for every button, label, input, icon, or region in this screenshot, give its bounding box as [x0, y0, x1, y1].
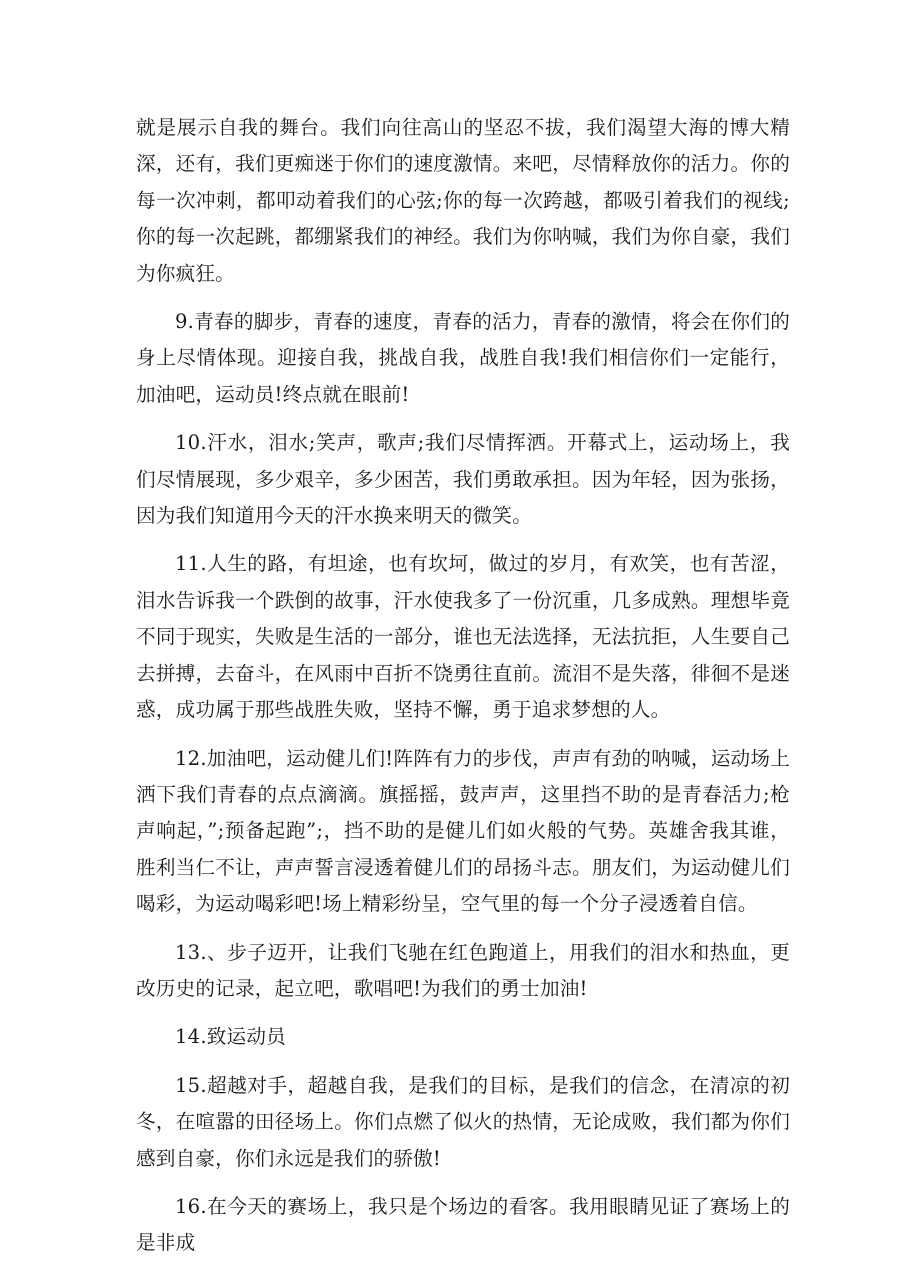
paragraph-item-16: 16.在今天的赛场上，我只是个场边的看客。我用眼睛见证了赛场上的是非成 [136, 1194, 790, 1255]
paragraph-item-12: 12.加油吧，运动健儿们!阵阵有力的步伐，声声有劲的呐喊，运动场上洒下我们青春的点点滴滴。旗摇摇，鼓声声，这里挡不助的是青春活力;枪声响起，”;预备起跑”;，挡不助的是健儿们如火般的气势。英雄舍我其谁，胜利当仁不让，声声誓言浸透着健儿们的昂扬斗志。朋友们，为运动健儿们喝彩，为运动喝彩吧!场上精彩纷呈，空气里的每一个分子浸透着自信。 [136, 746, 790, 916]
paragraph-item-10: 10.汗水，泪水;笑声，歌声;我们尽情挥洒。开幕式上，运动场上，我们尽情展现，多少艰辛，多少困苦，我们勇敢承担。因为年轻，因为张扬，因为我们知道用今天的汗水换来明天的微笑。 [136, 431, 790, 528]
paragraph-item-14: 14.致运动员 [175, 1025, 286, 1049]
document-body [136, 110, 790, 1274]
paragraph-item-13: 13.、步子迈开，让我们飞驰在红色跑道上，用我们的泪水和热血，更改历史的记录，起立吧，歌唱吧!为我们的勇士加油! [136, 940, 790, 1000]
paragraph-continuation: 就是展示自我的舞台。我们向往高山的坚忍不拔，我们渴望大海的博大精深，还有，我们更痴迷于你们的速度激情。来吧，尽情释放你的活力。你的每一次冲刺，都叩动着我们的心弦;你的每一次跨越，都吸引着我们的视线;你的每一次起跳，都绷紧我们的神经。我们为你呐喊，我们为你自豪，我们为你疯狂。 [136, 116, 790, 285]
paragraph-item-15: 15.超越对手，超越自我，是我们的目标，是我们的信念，在清凉的初冬，在喧嚣的田径场上。你们点燃了似火的热情，无论成败，我们都为你们感到自豪，你们永远是我们的骄傲! [136, 1073, 790, 1170]
paragraph-item-11: 11.人生的路，有坦途，也有坎坷，做过的岁月，有欢笑，也有苦涩，泪水告诉我一个跌倒的故事，汗水使我多了一份沉重，几多成熟。理想毕竟不同于现实，失败是生活的一部分，谁也无法选择，无法抗拒，人生要自己去拼搏，去奋斗，在风雨中百折不饶勇往直前。流泪不是失落，徘徊不是迷惑，成功属于那些战胜失败，坚持不懈，勇于追求梦想的人。 [136, 552, 790, 722]
paragraph-item-9: 9.青春的脚步，青春的速度，青春的活力，青春的激情，将会在你们的身上尽情体现。迎接自我，挑战自我，战胜自我!我们相信你们一定能行，加油吧，运动员!终点就在眼前! [136, 310, 790, 406]
